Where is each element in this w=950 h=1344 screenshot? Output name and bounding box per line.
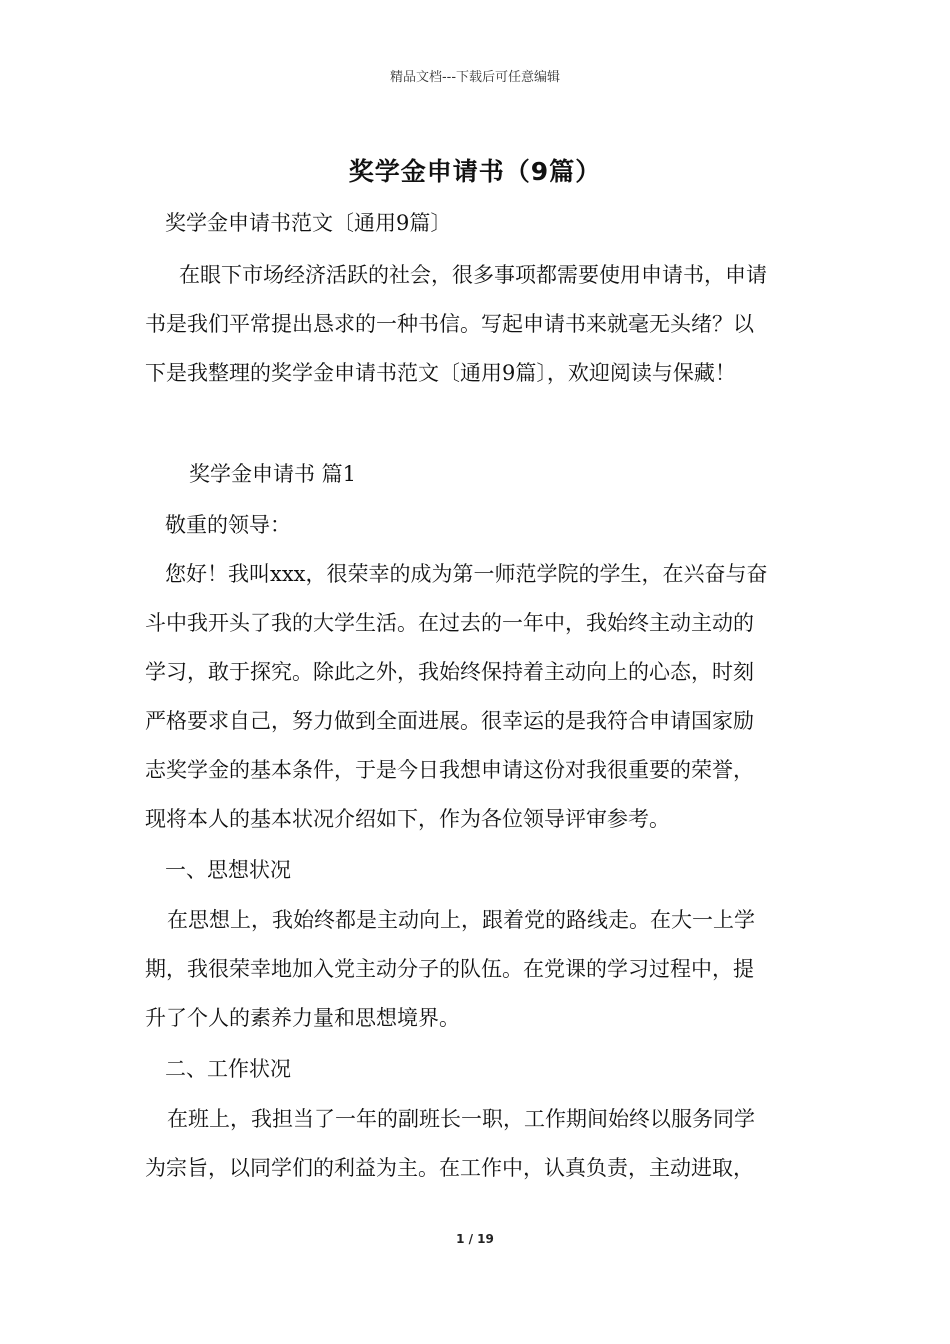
body-line: 升了个人的素养力量和思想境界。 (145, 1006, 460, 1030)
body-line: 为宗旨，以同学们的利益为主。在工作中，认真负责，主动进取， (145, 1156, 754, 1180)
body-line: 下是我整理的奖学金申请书范文〔通用9篇〕，欢迎阅读与保藏！ (145, 361, 736, 385)
page-header: 精品文档---下载后可任意编辑 (389, 70, 561, 85)
page-number: 1 / 19 (456, 1232, 494, 1246)
body-line: 您好！我叫xxx，很荣幸的成为第一师范学院的学生，在兴奋与奋 (165, 562, 768, 586)
document-title: 奖学金申请书（9篇） (348, 157, 602, 186)
body-line: 现将本人的基本状况介绍如下，作为各位领导评审参考。 (145, 807, 670, 831)
body-line: 在班上，我担当了一年的副班长一职，工作期间始终以服务同学 (167, 1107, 755, 1131)
body-line: 志奖学金的基本条件，于是今日我想申请这份对我很重要的荣誉， (145, 758, 754, 782)
body-line: 学习，敢于探究。除此之外，我始终保持着主动向上的心态，时刻 (145, 660, 754, 684)
body-line: 在眼下市场经济活跃的社会，很多事项都需要使用申请书，申请 (179, 263, 767, 287)
body-line: 奖学金申请书范文〔通用9篇〕 (165, 211, 452, 235)
body-line: 在思想上，我始终都是主动向上，跟着党的路线走。在大一上学 (167, 908, 755, 932)
body-line: 严格要求自己，努力做到全面进展。很幸运的是我符合申请国家励 (145, 709, 754, 733)
body-line: 斗中我开头了我的大学生活。在过去的一年中，我始终主动主动的 (145, 611, 754, 635)
section-heading: 一、思想状况 (165, 858, 291, 882)
body-line: 期，我很荣幸地加入党主动分子的队伍。在党课的学习过程中，提 (145, 957, 754, 981)
section-heading: 奖学金申请书 篇1 (189, 462, 357, 486)
section-heading: 二、工作状况 (165, 1057, 291, 1081)
salutation: 敬重的领导： (165, 513, 291, 537)
body-line: 书是我们平常提出恳求的一种书信。写起申请书来就毫无头绪？以 (145, 312, 754, 336)
